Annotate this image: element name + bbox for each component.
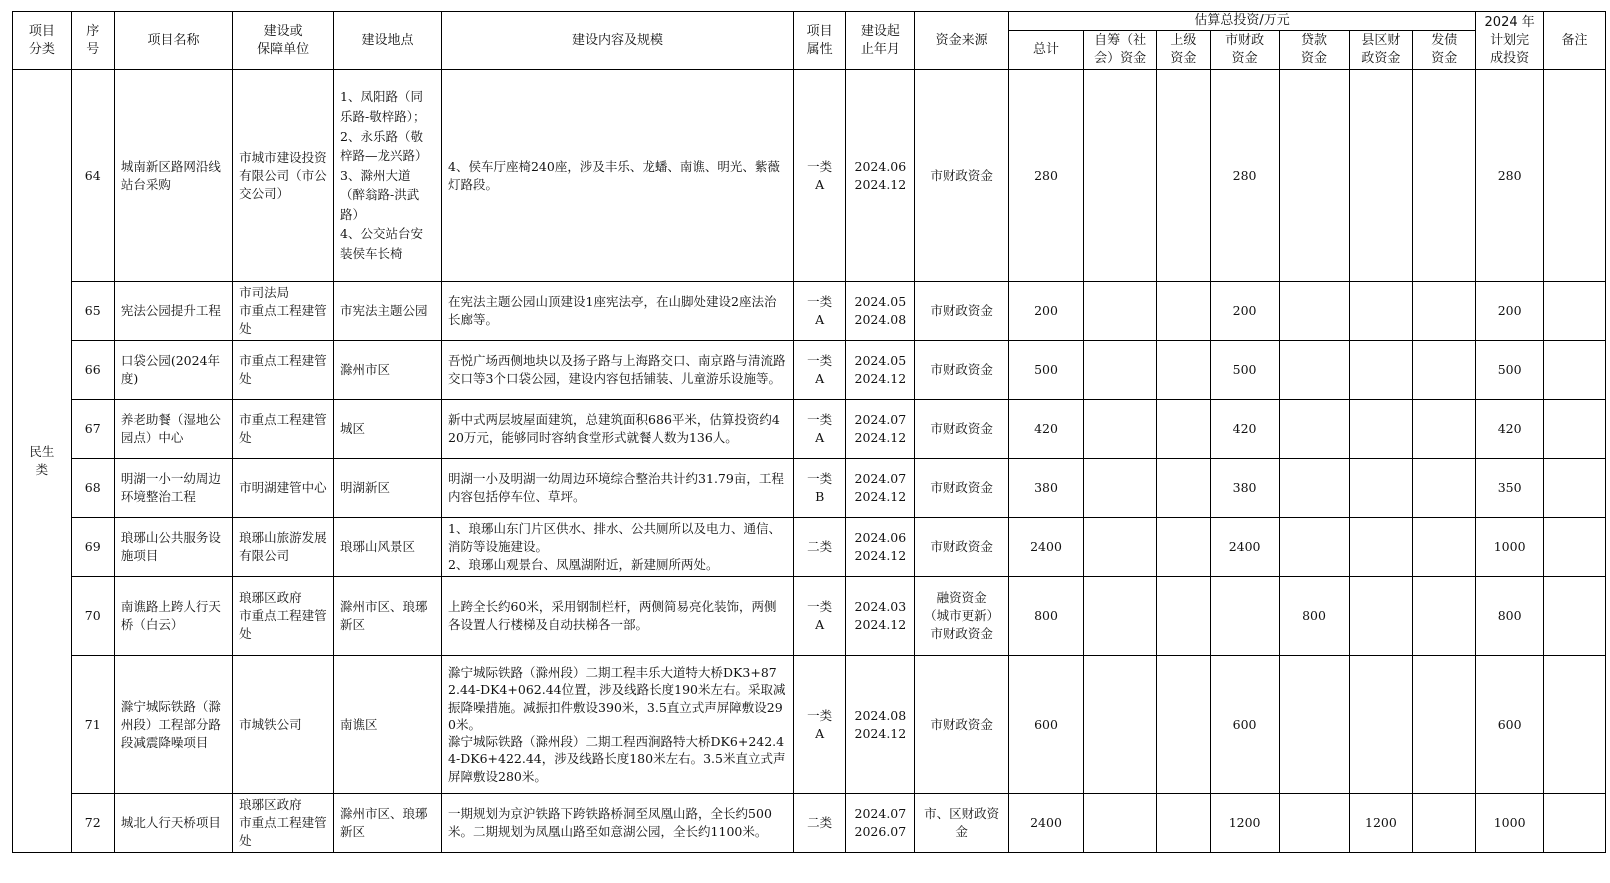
self-fund-cell [1084,459,1157,518]
header-name: 项目名称 [114,12,232,70]
seq-cell: 67 [71,400,114,459]
loan-fund-cell [1279,70,1349,282]
upper-fund-cell [1157,282,1211,341]
table-row [13,794,1606,853]
loan-fund-cell [1279,656,1349,794]
city-fund-cell: 1200 [1210,794,1279,853]
unit-cell: 琅琊区政府 市重点工程建管处 [233,794,334,853]
total-cell: 2400 [1008,518,1083,577]
total-cell: 420 [1008,400,1083,459]
period-cell: 2024.05 2024.12 [846,341,915,400]
location-cell: 明湖新区 [334,459,442,518]
location-cell: 琅琊山风景区 [334,518,442,577]
attr-cell: 一类 A [793,577,845,656]
note-cell [1544,656,1606,794]
bond-fund-cell [1413,282,1476,341]
funding-cell: 市财政资金 [915,400,1009,459]
header-unit: 建设或 保障单位 [233,12,334,70]
loan-fund-cell: 800 [1279,577,1349,656]
header-bond: 发债 资金 [1413,31,1476,70]
seq-cell: 68 [71,459,114,518]
unit-cell: 琅琊山旅游发展有限公司 [233,518,334,577]
period-cell: 2024.03 2024.12 [846,577,915,656]
name-cell: 城北人行天桥项目 [114,794,232,853]
county-fund-cell [1349,400,1413,459]
plan-2024-cell: 350 [1476,459,1544,518]
seq-cell: 69 [71,518,114,577]
loan-fund-cell [1279,400,1349,459]
content-cell: 4、侯车厅座椅240座，涉及丰乐、龙蟠、南谯、明光、紫薇灯路段。 [442,70,794,282]
plan-2024-cell: 1000 [1476,518,1544,577]
name-cell: 南谯路上跨人行天桥（白云） [114,577,232,656]
unit-cell: 市重点工程建管处 [233,400,334,459]
location-cell: 城区 [334,400,442,459]
period-cell: 2024.05 2024.08 [846,282,915,341]
funding-cell: 市财政资金 [915,459,1009,518]
plan-2024-cell: 600 [1476,656,1544,794]
plan-2024-cell: 1000 [1476,794,1544,853]
project-table-page [12,11,1606,853]
name-cell: 滁宁城际铁路（滁州段）工程部分路段减震降噪项目 [114,656,232,794]
funding-cell: 市财政资金 [915,518,1009,577]
county-fund-cell [1349,577,1413,656]
city-fund-cell: 380 [1210,459,1279,518]
county-fund-cell [1349,341,1413,400]
unit-cell: 市城市建设投资有限公司（市公交公司） [233,70,334,282]
self-fund-cell [1084,400,1157,459]
attr-cell: 一类 A [793,282,845,341]
table-row [13,518,1606,577]
funding-cell: 市财政资金 [915,341,1009,400]
city-fund-cell: 500 [1210,341,1279,400]
unit-cell: 市明湖建管中心 [233,459,334,518]
unit-cell: 市城铁公司 [233,656,334,794]
seq-cell: 65 [71,282,114,341]
bond-fund-cell [1413,656,1476,794]
plan-2024-cell: 200 [1476,282,1544,341]
loan-fund-cell [1279,459,1349,518]
note-cell [1544,400,1606,459]
upper-fund-cell [1157,459,1211,518]
county-fund-cell: 1200 [1349,794,1413,853]
self-fund-cell [1084,518,1157,577]
project-table [12,11,1606,853]
content-cell: 明湖一小及明湖一幼周边环境综合整治共计约31.79亩，工程内容包括停车位、草坪。 [442,459,794,518]
city-fund-cell: 200 [1210,282,1279,341]
name-cell: 明湖一小一幼周边环境整治工程 [114,459,232,518]
name-cell: 养老助餐（湿地公园点）中心 [114,400,232,459]
county-fund-cell [1349,459,1413,518]
header-funding: 资金来源 [915,12,1009,70]
header-attr: 项目 属性 [793,12,845,70]
location-cell: 市宪法主题公园 [334,282,442,341]
seq-cell: 71 [71,656,114,794]
name-cell: 宪法公园提升工程 [114,282,232,341]
plan-2024-cell: 500 [1476,341,1544,400]
county-fund-cell [1349,518,1413,577]
funding-cell: 市财政资金 [915,70,1009,282]
content-cell: 新中式两层坡屋面建筑，总建筑面积686平米，估算投资约420万元，能够同时容纳食堂形式就餐人数为136人。 [442,400,794,459]
header-city: 市财政 资金 [1210,31,1279,70]
funding-cell: 市财政资金 [915,282,1009,341]
plan-2024-cell: 420 [1476,400,1544,459]
note-cell [1544,518,1606,577]
self-fund-cell [1084,656,1157,794]
loan-fund-cell [1279,518,1349,577]
upper-fund-cell [1157,341,1211,400]
unit-cell: 琅琊区政府 市重点工程建管处 [233,577,334,656]
note-cell [1544,459,1606,518]
loan-fund-cell [1279,341,1349,400]
total-cell: 2400 [1008,794,1083,853]
header-category: 项目 分类 [13,12,72,70]
attr-cell: 二类 [793,518,845,577]
bond-fund-cell [1413,400,1476,459]
loan-fund-cell [1279,282,1349,341]
city-fund-cell: 280 [1210,70,1279,282]
self-fund-cell [1084,70,1157,282]
bond-fund-cell [1413,518,1476,577]
table-row [13,282,1606,341]
table-row [13,400,1606,459]
note-cell [1544,794,1606,853]
city-fund-cell: 420 [1210,400,1279,459]
table-row [13,656,1606,794]
content-cell: 滁宁城际铁路（滁州段）二期工程丰乐大道特大桥DK3+872.44-DK4+062.44位置，涉及线路长度190米左右。采取减振降噪措施。减振扣件敷设390米，3.5直立式声屏障敷设290米。 滁宁城际铁路（滁州段）二期工程西涧路特大桥DK6+242.44-DK6+422.44，涉及线路长度180米左右。3.5米直立式声屏障敷设280米。 [442,656,794,794]
header-loan: 贷款 资金 [1279,31,1349,70]
name-cell: 口袋公园(2024年度) [114,341,232,400]
total-cell: 200 [1008,282,1083,341]
upper-fund-cell [1157,577,1211,656]
note-cell [1544,577,1606,656]
city-fund-cell: 2400 [1210,518,1279,577]
upper-fund-cell [1157,400,1211,459]
period-cell: 2024.07 2026.07 [846,794,915,853]
seq-cell: 64 [71,70,114,282]
header-invest-group: 估算总投资/万元 [1008,12,1475,31]
content-cell: 1、琅琊山东门片区供水、排水、公共厕所以及电力、通信、消防等设施建设。 2、琅琊山观景台、凤凰湖附近，新建厕所两处。 [442,518,794,577]
funding-cell: 市、区财政资金 [915,794,1009,853]
bond-fund-cell [1413,459,1476,518]
upper-fund-cell [1157,518,1211,577]
header-self: 自筹（社 会）资金 [1084,31,1157,70]
county-fund-cell [1349,70,1413,282]
header-note: 备注 [1544,12,1606,70]
upper-fund-cell [1157,656,1211,794]
table-row [13,70,1606,282]
self-fund-cell [1084,341,1157,400]
attr-cell: 一类 A [793,400,845,459]
header-plan2024: 2024 年 计划完 成投资 [1476,12,1544,70]
header-seq: 序 号 [71,12,114,70]
period-cell: 2024.07 2024.12 [846,459,915,518]
city-fund-cell [1210,577,1279,656]
content-cell: 一期规划为京沪铁路下跨铁路桥洞至凤凰山路，全长约500米。二期规划为凤凰山路至如意湖公园，全长约1100米。 [442,794,794,853]
total-cell: 380 [1008,459,1083,518]
bond-fund-cell [1413,341,1476,400]
category-cell: 民生 类 [13,70,72,853]
content-cell: 在宪法主题公园山顶建设1座宪法亭，在山脚处建设2座法治长廊等。 [442,282,794,341]
total-cell: 500 [1008,341,1083,400]
funding-cell: 市财政资金 [915,656,1009,794]
header-row-1 [13,12,1606,31]
upper-fund-cell [1157,794,1211,853]
note-cell [1544,70,1606,282]
seq-cell: 66 [71,341,114,400]
location-cell: 滁州市区、琅琊新区 [334,577,442,656]
content-cell: 吾悦广场西侧地块以及扬子路与上海路交口、南京路与清流路交口等3个口袋公园，建设内容包括铺装、儿童游乐设施等。 [442,341,794,400]
city-fund-cell: 600 [1210,656,1279,794]
bond-fund-cell [1413,70,1476,282]
header-content: 建设内容及规模 [442,12,794,70]
county-fund-cell [1349,656,1413,794]
period-cell: 2024.08 2024.12 [846,656,915,794]
total-cell: 280 [1008,70,1083,282]
unit-cell: 市重点工程建管处 [233,341,334,400]
name-cell: 琅琊山公共服务设施项目 [114,518,232,577]
county-fund-cell [1349,282,1413,341]
loan-fund-cell [1279,794,1349,853]
table-row [13,459,1606,518]
bond-fund-cell [1413,577,1476,656]
header-location: 建设地点 [334,12,442,70]
header-total: 总计 [1008,31,1083,70]
attr-cell: 一类 B [793,459,845,518]
attr-cell: 一类 A [793,656,845,794]
note-cell [1544,282,1606,341]
table-row [13,577,1606,656]
plan-2024-cell: 280 [1476,70,1544,282]
table-body [13,70,1606,853]
table-row [13,341,1606,400]
seq-cell: 70 [71,577,114,656]
upper-fund-cell [1157,70,1211,282]
attr-cell: 一类 A [793,341,845,400]
period-cell: 2024.06 2024.12 [846,518,915,577]
name-cell: 城南新区路网沿线站台采购 [114,70,232,282]
attr-cell: 二类 [793,794,845,853]
note-cell [1544,341,1606,400]
location-cell: 1、凤阳路（同乐路-敬梓路）； 2、永乐路（敬梓路—龙兴路） 3、滁州大道（醉翁路-洪武路） 4、公交站台安装侯车长椅 [334,70,442,282]
self-fund-cell [1084,794,1157,853]
header-county: 县区财 政资金 [1349,31,1413,70]
funding-cell: 融资资金 （城市更新） 市财政资金 [915,577,1009,656]
header-upper: 上级 资金 [1157,31,1211,70]
self-fund-cell [1084,577,1157,656]
total-cell: 600 [1008,656,1083,794]
period-cell: 2024.07 2024.12 [846,400,915,459]
location-cell: 滁州市区 [334,341,442,400]
content-cell: 上跨全长约60米，采用钢制栏杆，两侧简易亮化装饰，两侧各设置人行楼梯及自动扶梯各一部。 [442,577,794,656]
seq-cell: 72 [71,794,114,853]
location-cell: 滁州市区、琅琊新区 [334,794,442,853]
period-cell: 2024.06 2024.12 [846,70,915,282]
header-period: 建设起 止年月 [846,12,915,70]
unit-cell: 市司法局 市重点工程建管处 [233,282,334,341]
total-cell: 800 [1008,577,1083,656]
location-cell: 南谯区 [334,656,442,794]
attr-cell: 一类 A [793,70,845,282]
bond-fund-cell [1413,794,1476,853]
self-fund-cell [1084,282,1157,341]
plan-2024-cell: 800 [1476,577,1544,656]
